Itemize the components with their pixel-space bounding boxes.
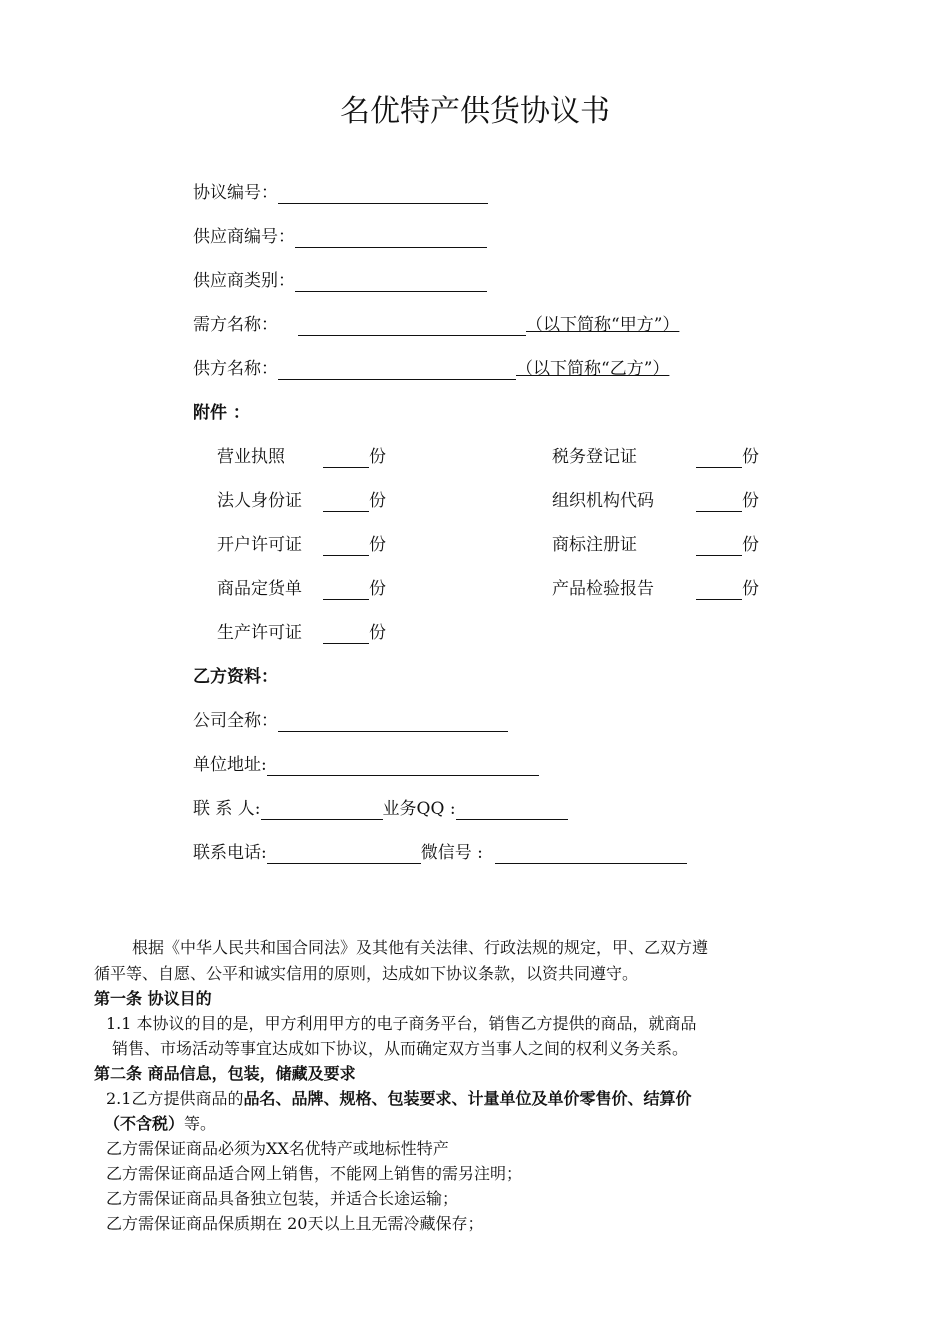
party-b-heading: 乙方资料： (193, 667, 278, 687)
attachment-item: 营业执照 份 (217, 447, 386, 467)
attachment-item: 组织机构代码 份 (552, 491, 759, 511)
attachment-item: 生产许可证 份 (217, 623, 386, 643)
count-blank[interactable] (696, 493, 742, 512)
buyer-name-field (193, 314, 679, 336)
intro-line-1: 根据《中华人民共和国合同法》及其他有关法律、行政法规的规定，甲、乙双方遵 (132, 938, 709, 957)
wechat-label: 微信号 : (420, 843, 483, 863)
agreement-no-field (193, 182, 488, 204)
phone-blank[interactable] (267, 845, 421, 864)
attachment-item: 商品定货单 份 (217, 579, 386, 599)
attachment-item: 开户许可证 份 (217, 535, 386, 555)
article-1-title: 第一条 协议目的 (94, 989, 212, 1008)
phone-label: 联系电话: (193, 843, 267, 863)
supplier-no-field (193, 226, 487, 248)
count-blank[interactable] (696, 449, 742, 468)
attachment-item: 商标注册证 份 (552, 535, 759, 555)
requirement-3: 乙方需保证商品具备独立包装，并适合长途运输； (106, 1189, 459, 1208)
address-label: 单位地址: (193, 755, 267, 775)
article-1-1-line-1: 1.1 本协议的目的是，甲方利用甲方的电子商务平台，销售乙方提供的商品，就商品 (106, 1014, 697, 1033)
count-blank[interactable] (696, 581, 742, 600)
qq-blank[interactable] (456, 801, 568, 820)
buyer-suffix: （以下简称“甲方”） (526, 315, 680, 335)
wechat-blank[interactable] (495, 845, 687, 864)
supplier-type-blank[interactable] (295, 273, 487, 292)
agreement-no-blank[interactable] (278, 185, 488, 204)
article-2-1-line-1: 2.1乙方提供商品的品名、品牌、规格、包装要求、计量单位及单价零售价、结算价 (106, 1089, 692, 1108)
address-blank[interactable] (267, 757, 539, 776)
article-2-1-line-2: （不含税）等。 (104, 1114, 217, 1133)
count-blank[interactable] (323, 449, 369, 468)
supplier-no-label: 供应商编号： (193, 227, 295, 247)
qq-label: 业务QQ : (382, 799, 456, 819)
count-blank[interactable] (696, 537, 742, 556)
article-2-title: 第二条 商品信息，包装，储藏及要求 (94, 1064, 356, 1083)
agreement-no-label: 协议编号： (193, 183, 278, 203)
count-blank[interactable] (323, 625, 369, 644)
requirement-1: 乙方需保证商品必须为XX名优特产或地标性特产 (106, 1139, 449, 1158)
document-title: 名优特产供货协议书 (340, 94, 610, 129)
phone-field (193, 842, 687, 864)
contact-label: 联 系 人: (193, 799, 261, 819)
attachments-heading: 附件 ： (193, 403, 250, 423)
count-blank[interactable] (323, 537, 369, 556)
contact-blank[interactable] (261, 801, 383, 820)
buyer-name-blank[interactable] (298, 317, 526, 336)
company-blank[interactable] (278, 713, 508, 732)
seller-suffix: （以下简称“乙方”） (516, 359, 670, 379)
supplier-type-field (193, 270, 487, 292)
supplier-type-label: 供应商类别： (193, 271, 295, 291)
requirement-4: 乙方需保证商品保质期在 20天以上且无需冷藏保存； (106, 1214, 484, 1233)
intro-line-2: 循平等、自愿、公平和诚实信用的原则，达成如下协议条款，以资共同遵守。 (94, 964, 639, 983)
supplier-no-blank[interactable] (295, 229, 487, 248)
seller-name-field (193, 358, 669, 380)
contact-field (193, 798, 568, 820)
buyer-name-label: 需方名称： (193, 315, 278, 335)
seller-name-blank[interactable] (278, 361, 516, 380)
count-blank[interactable] (323, 581, 369, 600)
attachment-item: 税务登记证 份 (552, 447, 759, 467)
attachment-item: 法人身份证 份 (217, 491, 386, 511)
seller-name-label: 供方名称： (193, 359, 278, 379)
company-field (193, 710, 508, 732)
address-field (193, 754, 539, 776)
attachment-item: 产品检验报告 份 (552, 579, 759, 599)
article-1-1-line-2: 销售、市场活动等事宜达成如下协议，从而确定双方当事人之间的权利义务关系。 (112, 1039, 689, 1058)
count-blank[interactable] (323, 493, 369, 512)
requirement-2: 乙方需保证商品适合网上销售，不能网上销售的需另注明； (106, 1164, 523, 1183)
company-label: 公司全称： (193, 711, 278, 731)
